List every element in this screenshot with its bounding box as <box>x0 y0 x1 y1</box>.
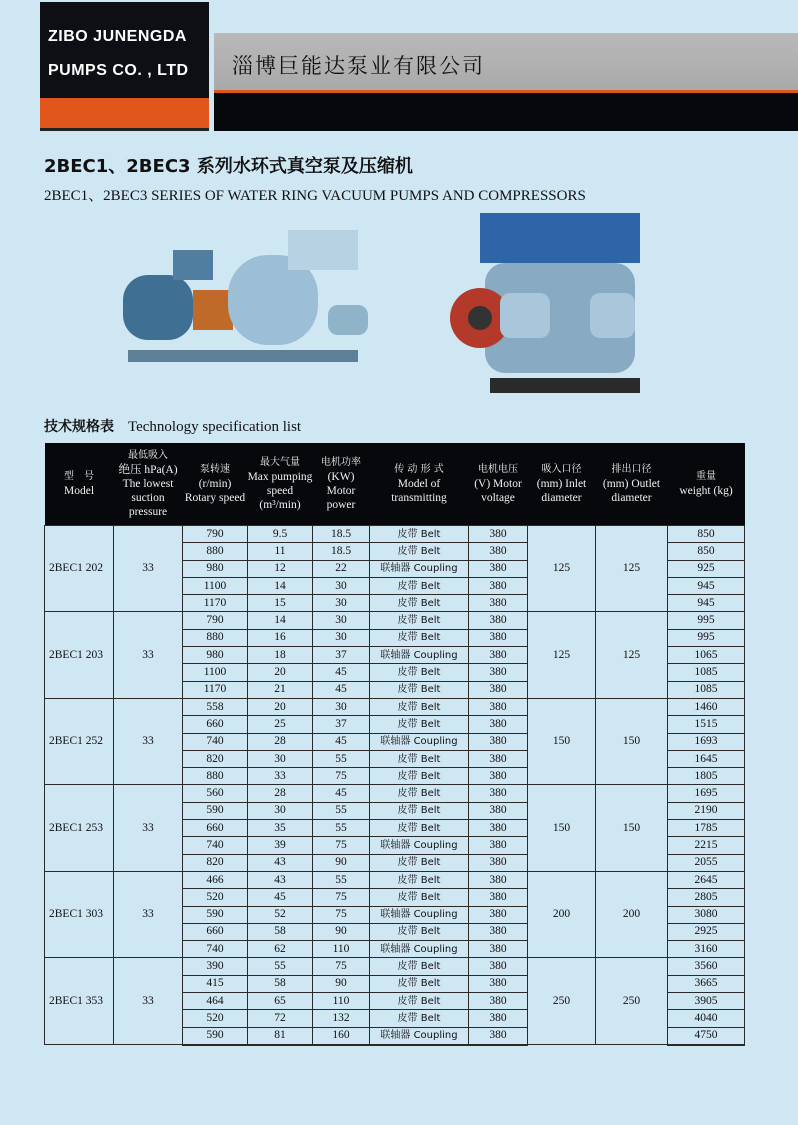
transmission-cell: 皮带 Belt <box>370 854 469 871</box>
model-cell: 2BEC1 353 <box>45 958 114 1045</box>
inlet-cell: 200 <box>528 871 596 957</box>
voltage-cell: 380 <box>469 993 528 1010</box>
page-title-en: 2BEC1、2BEC3 SERIES OF WATER RING VACUUM PUMPS AND COMPRESSORS <box>44 188 586 204</box>
table-row <box>45 958 745 975</box>
transmission-cell: 皮带 Belt <box>370 871 469 888</box>
logo-divider <box>40 128 209 131</box>
transmission-cell: 皮带 Belt <box>370 543 469 560</box>
weight-cell: 1085 <box>668 664 745 681</box>
voltage-cell: 380 <box>469 629 528 646</box>
voltage-cell: 380 <box>469 612 528 629</box>
transmission-cell: 皮带 Belt <box>370 698 469 715</box>
company-name-cn: 淄博巨能达泵业有限公司 <box>232 54 485 78</box>
capacity-cell: 14 <box>248 612 313 629</box>
power-cell: 18.5 <box>313 526 370 543</box>
weight-cell: 2805 <box>668 889 745 906</box>
weight-cell: 3160 <box>668 941 745 958</box>
voltage-cell: 380 <box>469 560 528 577</box>
header-cn: 型 号 <box>64 471 94 482</box>
capacity-cell: 15 <box>248 595 313 612</box>
weight-cell: 1515 <box>668 716 745 733</box>
inlet-cell: 150 <box>528 698 596 784</box>
voltage-cell: 380 <box>469 1010 528 1027</box>
voltage-cell: 380 <box>469 941 528 958</box>
capacity-cell: 65 <box>248 993 313 1010</box>
spec-table <box>44 443 745 1046</box>
speed-cell: 880 <box>183 768 248 785</box>
capacity-cell: 30 <box>248 750 313 767</box>
voltage-cell: 380 <box>469 889 528 906</box>
capacity-cell: 62 <box>248 941 313 958</box>
weight-cell: 3080 <box>668 906 745 923</box>
header-cn: 最低吸入 <box>128 450 168 461</box>
capacity-cell: 21 <box>248 681 313 698</box>
weight-cell: 2055 <box>668 854 745 871</box>
voltage-cell: 380 <box>469 526 528 543</box>
transmission-cell: 皮带 Belt <box>370 750 469 767</box>
transmission-cell: 联轴器 Coupling <box>370 560 469 577</box>
header-cn: 电机电压 <box>478 464 518 475</box>
column-header-inlet <box>528 443 596 526</box>
pressure-cell: 33 <box>114 698 183 784</box>
header-en: weight (kg) <box>679 485 733 497</box>
header-en: (KW) Motor power <box>326 471 356 511</box>
speed-cell: 740 <box>183 837 248 854</box>
voltage-cell: 380 <box>469 785 528 802</box>
power-cell: 75 <box>313 889 370 906</box>
capacity-cell: 25 <box>248 716 313 733</box>
outlet-cell: 250 <box>596 958 668 1045</box>
header-en: (mm) Outlet diameter <box>602 478 661 504</box>
pressure-cell: 33 <box>114 526 183 612</box>
header-cn: 电机功率 <box>321 457 361 468</box>
power-cell: 55 <box>313 871 370 888</box>
capacity-cell: 30 <box>248 802 313 819</box>
weight-cell: 850 <box>668 543 745 560</box>
pump-image-coupled <box>118 220 378 380</box>
table-header-row <box>45 443 745 526</box>
table-row <box>45 612 745 629</box>
capacity-cell: 81 <box>248 1027 313 1045</box>
power-cell: 55 <box>313 750 370 767</box>
weight-cell: 3560 <box>668 958 745 975</box>
transmission-cell: 联轴器 Coupling <box>370 647 469 664</box>
speed-cell: 390 <box>183 958 248 975</box>
power-cell: 45 <box>313 785 370 802</box>
transmission-cell: 皮带 Belt <box>370 820 469 837</box>
header-en: Model <box>63 485 95 497</box>
power-cell: 30 <box>313 698 370 715</box>
weight-cell: 945 <box>668 577 745 594</box>
company-name-en-line2: PUMPS CO. , LTD <box>48 62 189 79</box>
capacity-cell: 72 <box>248 1010 313 1027</box>
capacity-cell: 20 <box>248 698 313 715</box>
capacity-cell: 14 <box>248 577 313 594</box>
table-row <box>45 698 745 715</box>
column-header-model <box>45 443 114 526</box>
transmission-cell: 皮带 Belt <box>370 889 469 906</box>
header-en: (r/min) Rotary speed <box>184 478 246 504</box>
column-header-pressure <box>114 443 183 526</box>
model-cell: 2BEC1 202 <box>45 526 114 612</box>
voltage-cell: 380 <box>469 595 528 612</box>
voltage-cell: 380 <box>469 1027 528 1045</box>
header-en: 绝压 hPa(A) The lowest suction pressure <box>118 464 178 518</box>
speed-cell: 590 <box>183 802 248 819</box>
power-cell: 37 <box>313 647 370 664</box>
weight-cell: 2215 <box>668 837 745 854</box>
voltage-cell: 380 <box>469 664 528 681</box>
transmission-cell: 皮带 Belt <box>370 923 469 940</box>
transmission-cell: 皮带 Belt <box>370 716 469 733</box>
capacity-cell: 16 <box>248 629 313 646</box>
spec-title-en: Technology specification list <box>128 419 302 435</box>
banner-black-bar <box>214 93 798 131</box>
capacity-cell: 58 <box>248 923 313 940</box>
voltage-cell: 380 <box>469 923 528 940</box>
weight-cell: 2190 <box>668 802 745 819</box>
weight-cell: 925 <box>668 560 745 577</box>
speed-cell: 660 <box>183 820 248 837</box>
transmission-cell: 皮带 Belt <box>370 577 469 594</box>
weight-cell: 995 <box>668 612 745 629</box>
weight-cell: 1065 <box>668 647 745 664</box>
transmission-cell: 联轴器 Coupling <box>370 906 469 923</box>
speed-cell: 1170 <box>183 595 248 612</box>
speed-cell: 880 <box>183 543 248 560</box>
speed-cell: 1100 <box>183 577 248 594</box>
model-cell: 2BEC1 303 <box>45 871 114 957</box>
power-cell: 90 <box>313 854 370 871</box>
model-cell: 2BEC1 253 <box>45 785 114 871</box>
speed-cell: 740 <box>183 941 248 958</box>
voltage-cell: 380 <box>469 750 528 767</box>
capacity-cell: 45 <box>248 889 313 906</box>
capacity-cell: 43 <box>248 854 313 871</box>
outlet-cell: 200 <box>596 871 668 957</box>
capacity-cell: 58 <box>248 975 313 992</box>
column-header-outlet <box>596 443 668 526</box>
transmission-cell: 皮带 Belt <box>370 975 469 992</box>
speed-cell: 660 <box>183 923 248 940</box>
power-cell: 75 <box>313 906 370 923</box>
voltage-cell: 380 <box>469 906 528 923</box>
power-cell: 45 <box>313 681 370 698</box>
power-cell: 75 <box>313 768 370 785</box>
weight-cell: 3905 <box>668 993 745 1010</box>
power-cell: 55 <box>313 820 370 837</box>
pressure-cell: 33 <box>114 871 183 957</box>
weight-cell: 2925 <box>668 923 745 940</box>
voltage-cell: 380 <box>469 543 528 560</box>
outlet-cell: 150 <box>596 698 668 784</box>
column-header-power <box>313 443 370 526</box>
speed-cell: 880 <box>183 629 248 646</box>
speed-cell: 740 <box>183 733 248 750</box>
header-cn: 最大气量 <box>260 457 300 468</box>
voltage-cell: 380 <box>469 647 528 664</box>
capacity-cell: 11 <box>248 543 313 560</box>
transmission-cell: 皮带 Belt <box>370 526 469 543</box>
pressure-cell: 33 <box>114 612 183 698</box>
power-cell: 30 <box>313 612 370 629</box>
capacity-cell: 43 <box>248 871 313 888</box>
header-cn: 泵转速 <box>200 464 230 475</box>
column-header-transmission <box>370 443 469 526</box>
power-cell: 90 <box>313 975 370 992</box>
weight-cell: 995 <box>668 629 745 646</box>
voltage-cell: 380 <box>469 854 528 871</box>
table-row <box>45 526 745 543</box>
voltage-cell: 380 <box>469 820 528 837</box>
power-cell: 45 <box>313 733 370 750</box>
capacity-cell: 9.5 <box>248 526 313 543</box>
page-title-cn: 2BEC1、2BEC3 系列水环式真空泵及压缩机 <box>44 156 413 177</box>
inlet-cell: 250 <box>528 958 596 1045</box>
inlet-cell: 125 <box>528 612 596 698</box>
transmission-cell: 联轴器 Coupling <box>370 1027 469 1045</box>
transmission-cell: 皮带 Belt <box>370 595 469 612</box>
column-header-weight <box>668 443 745 526</box>
inlet-cell: 125 <box>528 526 596 612</box>
spec-title-cn: 技术规格表 <box>44 419 114 435</box>
voltage-cell: 380 <box>469 577 528 594</box>
power-cell: 30 <box>313 595 370 612</box>
pump-image-belt <box>450 208 660 403</box>
outlet-cell: 125 <box>596 526 668 612</box>
capacity-cell: 39 <box>248 837 313 854</box>
speed-cell: 415 <box>183 975 248 992</box>
capacity-cell: 20 <box>248 664 313 681</box>
header-cn: 传 动 形 式 <box>394 464 444 475</box>
logo-orange-bar <box>40 98 209 128</box>
weight-cell: 2645 <box>668 871 745 888</box>
header-en: Max pumping speed (m³/min) <box>247 471 313 511</box>
weight-cell: 1805 <box>668 768 745 785</box>
spec-title <box>44 416 301 436</box>
capacity-cell: 28 <box>248 733 313 750</box>
header-en: (mm) Inlet diameter <box>536 478 587 504</box>
speed-cell: 558 <box>183 698 248 715</box>
power-cell: 90 <box>313 923 370 940</box>
table-row <box>45 785 745 802</box>
speed-cell: 560 <box>183 785 248 802</box>
column-header-voltage <box>469 443 528 526</box>
speed-cell: 590 <box>183 906 248 923</box>
speed-cell: 466 <box>183 871 248 888</box>
voltage-cell: 380 <box>469 768 528 785</box>
header-en: Model of transmitting <box>391 478 447 504</box>
capacity-cell: 33 <box>248 768 313 785</box>
power-cell: 75 <box>313 837 370 854</box>
pressure-cell: 33 <box>114 958 183 1045</box>
power-cell: 37 <box>313 716 370 733</box>
voltage-cell: 380 <box>469 802 528 819</box>
outlet-cell: 125 <box>596 612 668 698</box>
power-cell: 30 <box>313 629 370 646</box>
capacity-cell: 12 <box>248 560 313 577</box>
capacity-cell: 28 <box>248 785 313 802</box>
power-cell: 55 <box>313 802 370 819</box>
power-cell: 75 <box>313 958 370 975</box>
inlet-cell: 150 <box>528 785 596 871</box>
speed-cell: 520 <box>183 889 248 906</box>
speed-cell: 980 <box>183 647 248 664</box>
voltage-cell: 380 <box>469 698 528 715</box>
column-header-speed <box>183 443 248 526</box>
power-cell: 110 <box>313 941 370 958</box>
voltage-cell: 380 <box>469 733 528 750</box>
weight-cell: 1460 <box>668 698 745 715</box>
weight-cell: 1695 <box>668 785 745 802</box>
power-cell: 22 <box>313 560 370 577</box>
weight-cell: 4750 <box>668 1027 745 1045</box>
power-cell: 132 <box>313 1010 370 1027</box>
transmission-cell: 皮带 Belt <box>370 785 469 802</box>
transmission-cell: 联轴器 Coupling <box>370 837 469 854</box>
voltage-cell: 380 <box>469 871 528 888</box>
speed-cell: 590 <box>183 1027 248 1045</box>
speed-cell: 520 <box>183 1010 248 1027</box>
voltage-cell: 380 <box>469 975 528 992</box>
speed-cell: 820 <box>183 750 248 767</box>
capacity-cell: 35 <box>248 820 313 837</box>
weight-cell: 850 <box>668 526 745 543</box>
column-header-capacity <box>248 443 313 526</box>
company-name-en-line1: ZIBO JUNENGDA <box>48 28 187 45</box>
speed-cell: 464 <box>183 993 248 1010</box>
transmission-cell: 皮带 Belt <box>370 612 469 629</box>
capacity-cell: 55 <box>248 958 313 975</box>
header-en: (V) Motor voltage <box>474 478 522 504</box>
model-cell: 2BEC1 203 <box>45 612 114 698</box>
voltage-cell: 380 <box>469 681 528 698</box>
speed-cell: 980 <box>183 560 248 577</box>
voltage-cell: 380 <box>469 716 528 733</box>
capacity-cell: 18 <box>248 647 313 664</box>
transmission-cell: 皮带 Belt <box>370 1010 469 1027</box>
header-cn: 重量 <box>696 471 716 482</box>
weight-cell: 3665 <box>668 975 745 992</box>
capacity-cell: 52 <box>248 906 313 923</box>
power-cell: 30 <box>313 577 370 594</box>
speed-cell: 1170 <box>183 681 248 698</box>
weight-cell: 945 <box>668 595 745 612</box>
weight-cell: 1645 <box>668 750 745 767</box>
weight-cell: 1693 <box>668 733 745 750</box>
power-cell: 45 <box>313 664 370 681</box>
weight-cell: 4040 <box>668 1010 745 1027</box>
transmission-cell: 皮带 Belt <box>370 629 469 646</box>
transmission-cell: 皮带 Belt <box>370 802 469 819</box>
transmission-cell: 联轴器 Coupling <box>370 941 469 958</box>
table-row <box>45 871 745 888</box>
weight-cell: 1785 <box>668 820 745 837</box>
weight-cell: 1085 <box>668 681 745 698</box>
power-cell: 18.5 <box>313 543 370 560</box>
outlet-cell: 150 <box>596 785 668 871</box>
logo-block <box>40 2 209 98</box>
voltage-cell: 380 <box>469 837 528 854</box>
transmission-cell: 皮带 Belt <box>370 681 469 698</box>
speed-cell: 820 <box>183 854 248 871</box>
power-cell: 160 <box>313 1027 370 1045</box>
transmission-cell: 皮带 Belt <box>370 768 469 785</box>
transmission-cell: 联轴器 Coupling <box>370 733 469 750</box>
speed-cell: 790 <box>183 612 248 629</box>
header-cn: 吸入口径 <box>541 464 582 475</box>
pressure-cell: 33 <box>114 785 183 871</box>
header-cn: 排出口径 <box>611 464 652 475</box>
transmission-cell: 皮带 Belt <box>370 993 469 1010</box>
speed-cell: 790 <box>183 526 248 543</box>
transmission-cell: 皮带 Belt <box>370 664 469 681</box>
model-cell: 2BEC1 252 <box>45 698 114 784</box>
transmission-cell: 皮带 Belt <box>370 958 469 975</box>
voltage-cell: 380 <box>469 958 528 975</box>
power-cell: 110 <box>313 993 370 1010</box>
speed-cell: 660 <box>183 716 248 733</box>
speed-cell: 1100 <box>183 664 248 681</box>
